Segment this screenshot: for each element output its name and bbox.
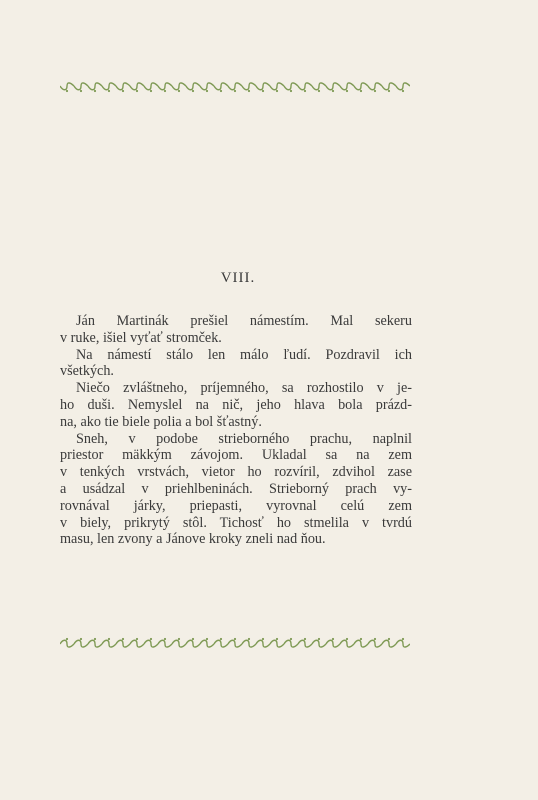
ornament-curl: [74, 640, 88, 647]
ornament-curl: [256, 640, 270, 647]
ornament-dot: [150, 90, 152, 92]
ornament-dot: [290, 90, 292, 92]
ornament-dot: [346, 638, 348, 640]
ornament-dot: [80, 638, 82, 640]
ornament-curl: [270, 640, 284, 647]
ornament-dot: [178, 90, 180, 92]
ornament-curl: [200, 83, 214, 90]
paragraph-2: [60, 347, 412, 381]
ornament-dot: [248, 90, 250, 92]
ornament-dot: [136, 90, 138, 92]
text-line: Niečo zvláštneho, príjemného, sa rozhostilo v je-: [76, 380, 412, 397]
text-line: na, ako tie biele polia a bol šťastný.: [60, 413, 262, 430]
ornament-curl: [144, 640, 158, 647]
ornament-dot: [206, 638, 208, 640]
ornament-dot: [94, 638, 96, 640]
ornament-curl: [214, 640, 228, 647]
ornament-dot: [164, 638, 166, 640]
ornament-curl: [172, 640, 186, 647]
text-line: Sneh, v podobe strieborného prachu, naplnil: [76, 430, 412, 447]
ornament-dot: [192, 638, 194, 640]
ornament-dot: [360, 638, 362, 640]
text-line: v biely, prikrytý stôl. Tichosť ho stmelila v tvrdú: [60, 514, 412, 531]
ornament-curl: [326, 83, 340, 90]
paragraph-4: [60, 431, 412, 549]
ornament-curl: [396, 83, 410, 90]
ornament-dot: [136, 638, 138, 640]
ornament-dot: [94, 90, 96, 92]
bottom-ornament-border: [60, 636, 410, 648]
ornament-curl: [340, 83, 354, 90]
ornament-dot: [304, 638, 306, 640]
text-line: v ruke, išiel vyťať stromček.: [60, 329, 222, 346]
text-line: Na námestí stálo len málo ľudí. Pozdravil ich: [76, 346, 412, 363]
ornament-dot: [374, 90, 376, 92]
ornament-dot: [66, 638, 68, 640]
ornament-dot: [80, 90, 82, 92]
ornament-dot: [122, 90, 124, 92]
ornament-dot: [150, 638, 152, 640]
ornament-curl: [88, 640, 102, 647]
paragraph-1: [60, 313, 412, 347]
ornament-dot: [276, 90, 278, 92]
ornament-curl: [158, 640, 172, 647]
ornament-dot: [108, 90, 110, 92]
ornament-dot: [262, 638, 264, 640]
ornament-curl: [172, 83, 186, 90]
ornament-dot: [402, 638, 404, 640]
text-line: Ján Martinák prešiel námestím. Mal sekeru: [76, 313, 412, 329]
text-line: všetkých.: [60, 363, 114, 380]
ornament-curl: [102, 640, 116, 647]
ornament-dot: [220, 90, 222, 92]
ornament-curl: [200, 640, 214, 647]
ornament-dot: [304, 90, 306, 92]
ornament-curl: [270, 83, 284, 90]
ornament-curl: [60, 640, 74, 647]
ornament-dot: [332, 90, 334, 92]
ornament-dot: [206, 90, 208, 92]
ornament-curl: [116, 640, 130, 647]
ornament-curl: [298, 640, 312, 647]
ornament-curl: [298, 83, 312, 90]
ornament-dot: [192, 90, 194, 92]
ornament-curl: [382, 640, 396, 647]
text-line: rovnával járky, priepasti, vyrovnal celú zem: [60, 497, 412, 514]
ornament-curl: [242, 83, 256, 90]
chapter-heading: VIII.: [220, 270, 256, 286]
ornament-curl: [186, 640, 200, 647]
ornament-curl: [340, 640, 354, 647]
ornament-dot: [332, 638, 334, 640]
ornament-dot: [164, 90, 166, 92]
ornament-curl: [368, 640, 382, 647]
ornament-dot: [360, 90, 362, 92]
ornament-curl: [228, 83, 242, 90]
text-line: masu, len zvony a Jánove kroky zneli nad ňou.: [60, 531, 326, 548]
ornament-dot: [178, 638, 180, 640]
ornament-dot: [262, 90, 264, 92]
ornament-dot: [388, 638, 390, 640]
ornament-dot: [318, 90, 320, 92]
ornament-dot: [346, 90, 348, 92]
ornament-dot: [234, 638, 236, 640]
ornament-dot: [108, 638, 110, 640]
ornament-curl: [130, 640, 144, 647]
body-text: [60, 313, 412, 548]
ornament-curl: [116, 83, 130, 90]
ornament-dot: [318, 638, 320, 640]
ornament-curl: [130, 83, 144, 90]
ornament-curl: [354, 640, 368, 647]
ornament-dot: [122, 638, 124, 640]
ornament-curl: [102, 83, 116, 90]
ornament-curl: [88, 83, 102, 90]
ornament-curl: [228, 640, 242, 647]
text-line: ho duši. Nemyslel na nič, jeho hlava bola prázd-: [60, 396, 412, 413]
paragraph-3: [60, 380, 412, 430]
ornament-dot: [388, 90, 390, 92]
ornament-dot: [276, 638, 278, 640]
ornament-dot: [66, 90, 68, 92]
ornament-curl: [382, 83, 396, 90]
ornament-curl: [158, 83, 172, 90]
ornament-dot: [248, 638, 250, 640]
ornament-dot: [290, 638, 292, 640]
ornament-curl: [312, 83, 326, 90]
ornament-curl: [74, 83, 88, 90]
top-ornament-border: [60, 82, 410, 94]
ornament-dot: [374, 638, 376, 640]
ornament-curl: [326, 640, 340, 647]
ornament-curl: [144, 83, 158, 90]
ornament-curl: [214, 83, 228, 90]
text-line: v tenkých vrstvách, vietor ho rozvíril, zdvihol zase: [60, 464, 412, 481]
ornament-curl: [284, 640, 298, 647]
ornament-curl: [60, 83, 74, 90]
ornament-dot: [234, 90, 236, 92]
ornament-curl: [396, 640, 410, 647]
ornament-curl: [256, 83, 270, 90]
text-line: priestor mäkkým závojom. Ukladal sa na zem: [60, 447, 412, 464]
text-line: a usádzal v priehlbeninách. Strieborný prach vy-: [60, 480, 412, 497]
ornament-curl: [354, 83, 368, 90]
ornament-curl: [186, 83, 200, 90]
ornament-dot: [402, 90, 404, 92]
ornament-dot: [220, 638, 222, 640]
ornament-curl: [368, 83, 382, 90]
ornament-curl: [284, 83, 298, 90]
ornament-curl: [242, 640, 256, 647]
ornament-curl: [312, 640, 326, 647]
